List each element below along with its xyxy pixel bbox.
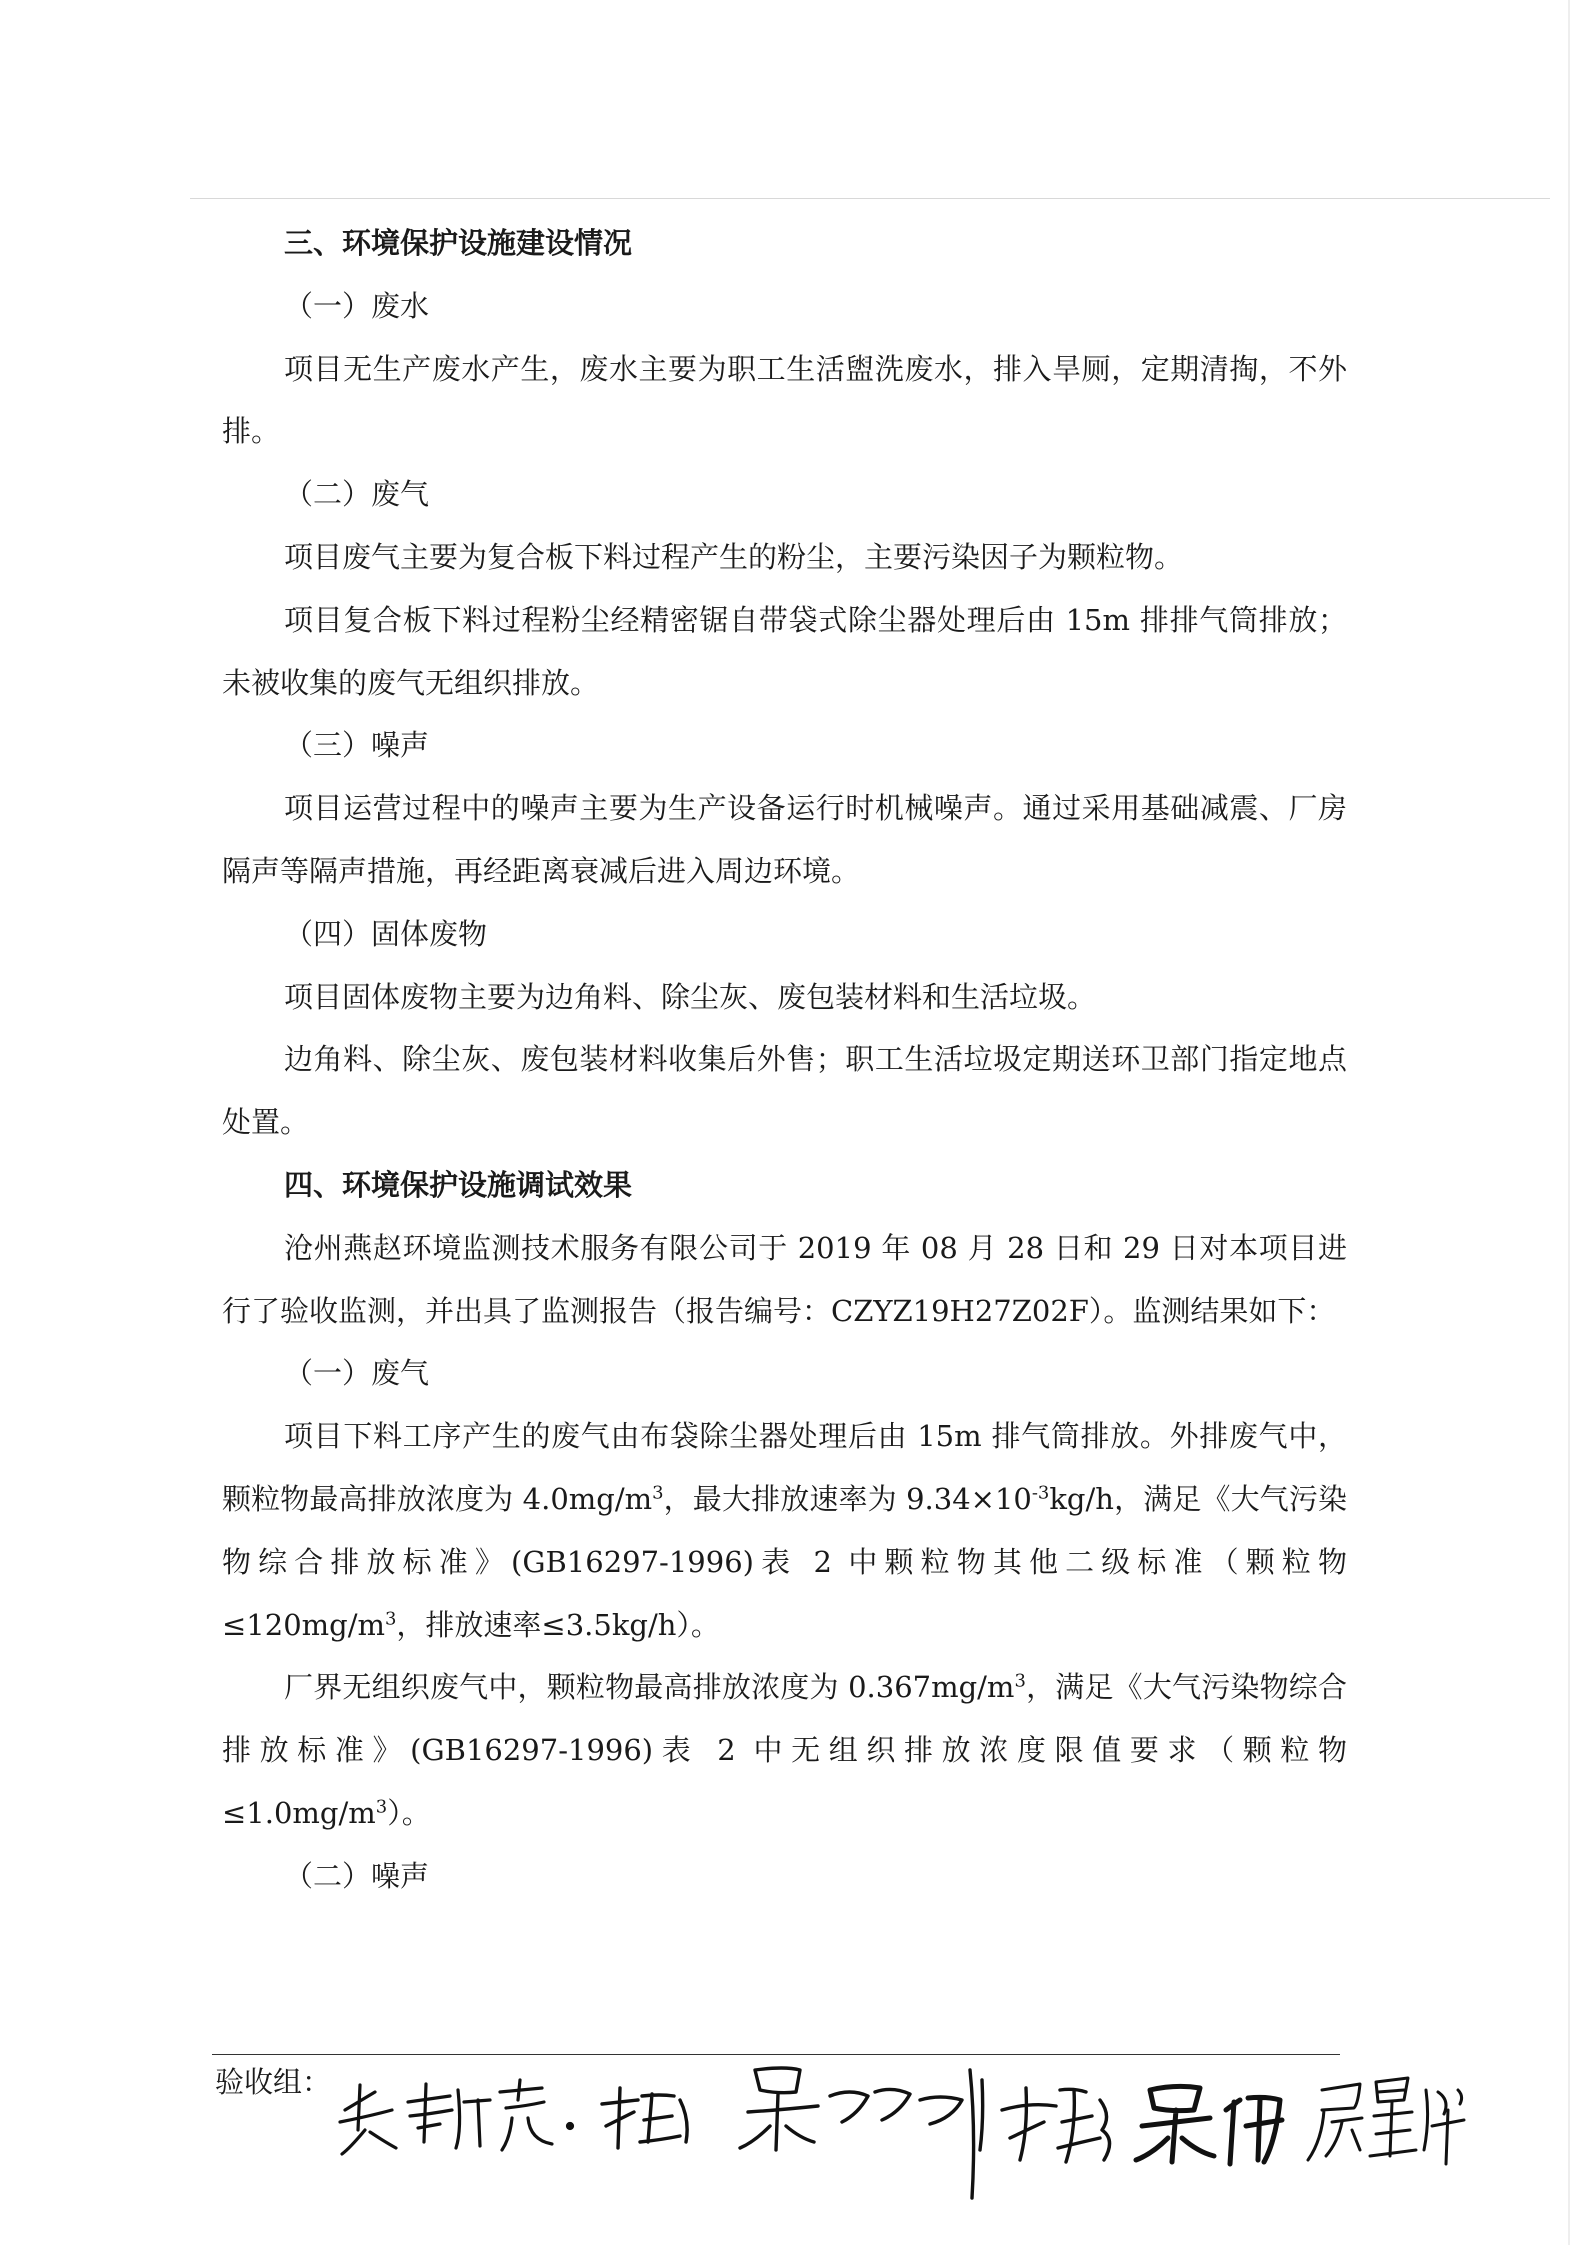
signature-4 [1002, 2088, 1110, 2162]
superscript: -3 [1031, 1482, 1050, 1504]
header-rule [190, 198, 1550, 199]
superscript: 3 [375, 1796, 388, 1818]
document-body [222, 212, 1347, 1908]
signature-5 [1136, 2086, 1282, 2164]
section4-heading: 四、环境保护设施调试效果 [284, 1167, 633, 1202]
page-edge [1568, 0, 1570, 2245]
text-run: ，满足《大气污染物综合排放标准》(GB16297-1996)表 2 中无组织排放浓度限值要求（颗粒物≤1.0mg/m [222, 1670, 1347, 1830]
solid-waste-paragraph-2: 边角料、除尘灰、废包装材料收集后外售；职工生活垃圾定期送环卫部门指定地点处置。 [222, 1042, 1347, 1140]
gas-results-paragraph-1 [222, 1405, 1347, 1656]
text-run: ，排放速率≤3.5kg/h）。 [396, 1607, 720, 1642]
solid-waste-heading: （四）固体废物 [284, 916, 488, 951]
solid-waste-paragraph-1: 项目固体废物主要为边角料、除尘灰、废包装材料和生活垃圾。 [284, 979, 1097, 1014]
superscript: 3 [652, 1482, 664, 1504]
section3-heading: 三、环境保护设施建设情况 [284, 226, 633, 260]
signature-3 [740, 2068, 983, 2198]
text-run: ）。 [387, 1795, 431, 1830]
wastewater-heading: （一）废水 [284, 288, 430, 323]
wastegas-paragraph-2: 项目复合板下料过程粉尘经精密锯自带袋式除尘器处理后由 15m 排排气筒排放；未被收集的废气无组织排放。 [222, 602, 1347, 700]
gas-results-heading: （一）废气 [284, 1356, 430, 1391]
text-run: kg/h，满足《大气污染物综合排放标准》(GB16297-1996)表 2 中颗粒物其他二级标准（颗粒物≤120mg/m [222, 1481, 1347, 1642]
wastegas-paragraph-1: 项目废气主要为复合板下料过程产生的粉尘，主要污染因子为颗粒物。 [284, 539, 1184, 574]
text-run: 厂界无组织废气中，颗粒物最高排放浓度为 0.367mg/m [284, 1670, 1015, 1705]
superscript: 3 [384, 1607, 397, 1629]
acceptance-group-label: 验收组： [215, 2065, 332, 2099]
text-run: ，最大排放速率为 9.34×10 [663, 1481, 1032, 1516]
noise-results-heading: （二）噪声 [284, 1858, 430, 1893]
gas-results-paragraph-2 [222, 1656, 1347, 1844]
wastegas-heading: （二）废气 [284, 477, 430, 512]
signature-1 [340, 2080, 573, 2154]
signature-area [330, 2030, 1490, 2220]
text-run: 项目下料工序产生的废气由布袋除尘器处理后由 15m 排气筒排放。外排废气中，颗粒物最高排放浓度为 4.0mg/m [222, 1419, 1347, 1516]
signature-2 [602, 2088, 687, 2148]
superscript: 3 [1014, 1670, 1026, 1692]
signature-6 [1308, 2078, 1464, 2164]
noise-paragraph: 项目运营过程中的噪声主要为生产设备运行时机械噪声。通过采用基础减震、厂房隔声等隔声措施，再经距离衰减后进入周边环境。 [222, 791, 1347, 888]
monitoring-intro-paragraph: 沧州燕赵环境监测技术服务有限公司于 2019 年 08 月 28 日和 29 日对本项目进行了验收监测，并出具了监测报告（报告编号：CZYZ19H27Z02F）。监测结果如下： [222, 1230, 1347, 1328]
noise-heading: （三）噪声 [284, 728, 430, 763]
wastewater-paragraph: 项目无生产废水产生，废水主要为职工生活盥洗废水，排入旱厕，定期清掏，不外排。 [222, 351, 1347, 449]
